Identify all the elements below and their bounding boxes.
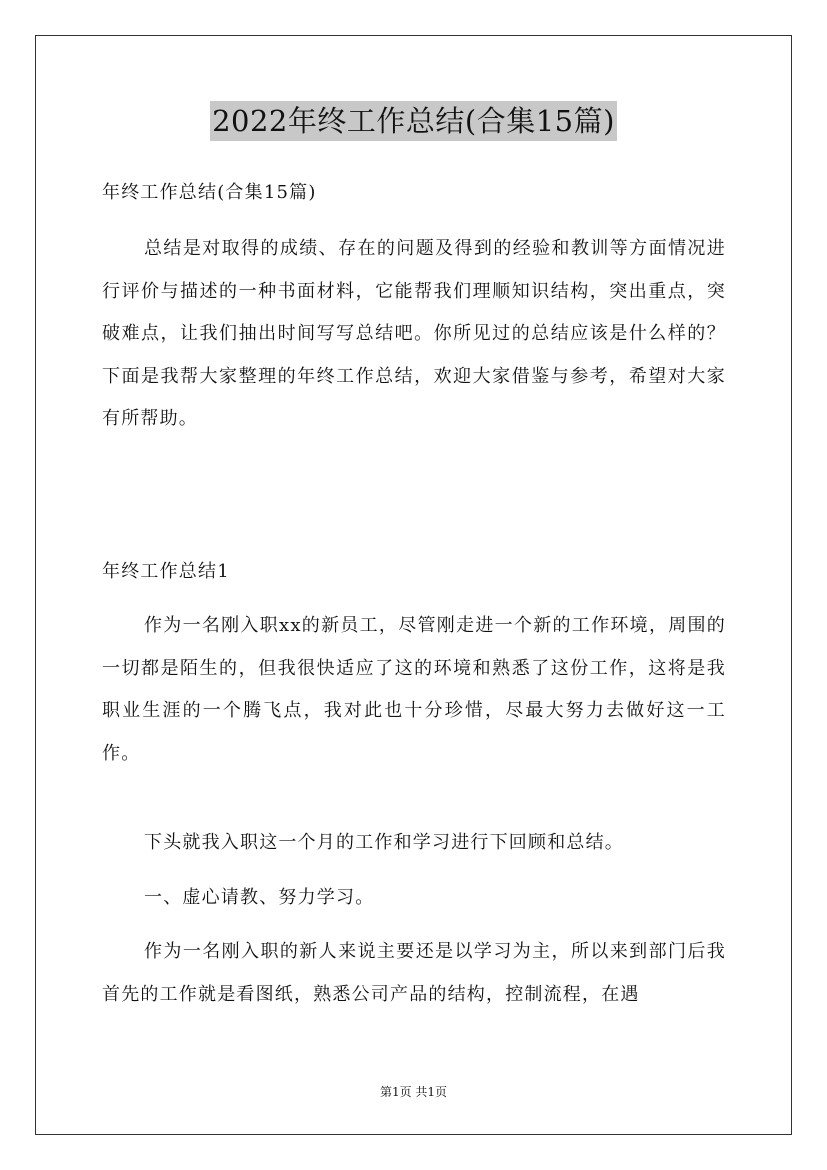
page-footer: 第1页 共1页 bbox=[379, 1085, 448, 1099]
body-paragraph-2: 下头就我入职这一个月的工作和学习进行下回顾和总结。 bbox=[144, 832, 624, 853]
section-heading: 年终工作总结1 bbox=[102, 561, 230, 582]
document-title: 2022年终工作总结(合集15篇) bbox=[210, 101, 617, 141]
subtitle-paragraph: 年终工作总结(合集15篇) bbox=[102, 182, 317, 203]
subheading-1: 一、虚心请教、努力学习。 bbox=[144, 887, 375, 908]
body-paragraph-3: 作为一名刚入职的新人来说主要还是以学习为主，所以来到部门后我首先的工作就是看图纸，熟悉公司产品的结构，控制流程，在遇 bbox=[102, 941, 726, 1005]
intro-paragraph: 总结是对取得的成绩、存在的问题及得到的经验和教训等方面情况进行评价与描述的一种书面材料，它能帮我们理顺知识结构，突出重点，突破难点，让我们抽出时间写写总结吧。你所见过的总结应该是什么样的？下面是我帮大家整理的年终工作总结，欢迎大家借鉴与参考，希望对大家有所帮助。 bbox=[102, 238, 726, 429]
title-container bbox=[0, 101, 827, 141]
body-paragraph-1: 作为一名刚入职xx的新员工，尽管刚走进一个新的工作环境，周围的一切都是陌生的，但我很快适应了这的环境和熟悉了这份工作，这将是我职业生涯的一个腾飞点，我对此也十分珍惜，尽最大努力去做好这一工作。 bbox=[102, 615, 726, 764]
